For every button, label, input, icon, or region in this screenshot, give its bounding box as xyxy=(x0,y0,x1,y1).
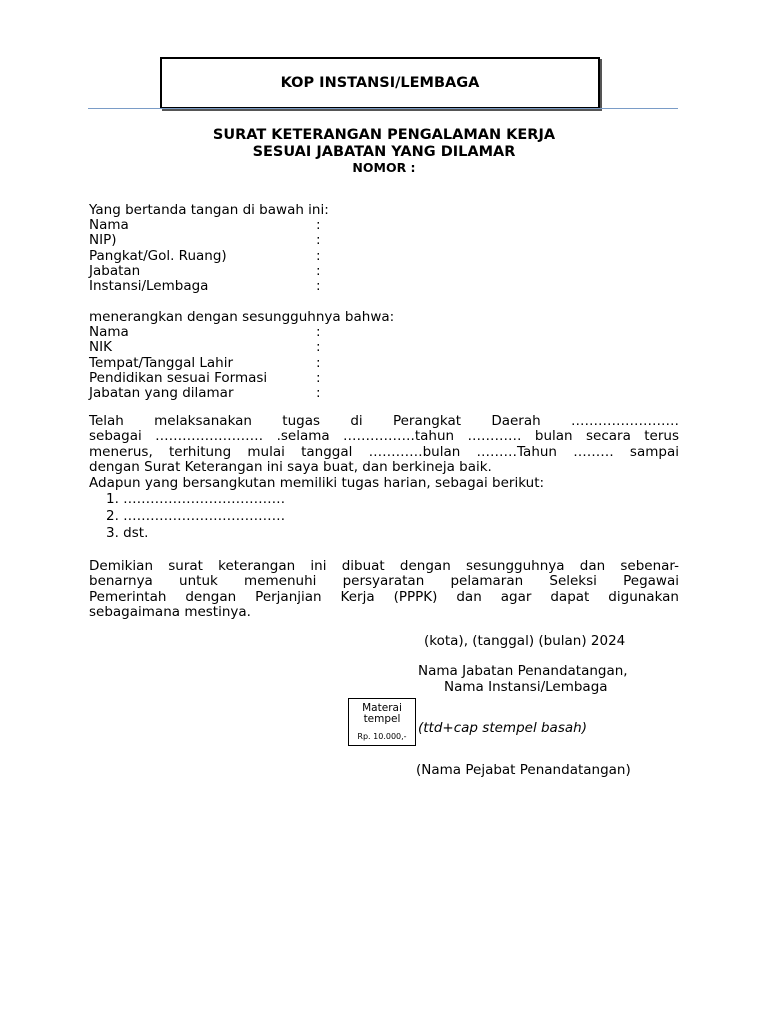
signer-field-row xyxy=(89,279,329,294)
paragraph-line: dengan Surat Keterangan ini saya buat, dan berkineja baik. xyxy=(89,459,492,476)
paragraph-line: Pemerintah dengan Perjanjian Kerja (PPPK) dan agar dapat digunakan xyxy=(89,588,679,605)
paragraph-line: sebagai …………………… .selama …………….tahun ………… bulan secara terus xyxy=(89,428,679,445)
field-colon: : xyxy=(316,262,321,279)
paragraph-line: Demikian surat keterangan ini dibuat dengan sesungguhnya dan sebenar- xyxy=(89,558,679,574)
paragraph-line: benarnya untuk memenuhi persyaratan pelamaran Seleksi Pegawai xyxy=(89,573,679,590)
field-colon: : xyxy=(316,324,321,341)
signer-agency: Nama Instansi/Lembaga xyxy=(444,679,608,695)
signer-field-row xyxy=(89,249,329,264)
document-number: NOMOR : xyxy=(352,160,416,175)
field-label: NIP) xyxy=(89,232,117,249)
document-title-line1: SURAT KETERANGAN PENGALAMAN KERJA xyxy=(212,127,556,143)
field-colon: : xyxy=(316,277,321,294)
letterhead-divider xyxy=(88,108,678,109)
closing-paragraph xyxy=(89,559,679,621)
letterhead-box xyxy=(160,57,600,109)
field-label: Instansi/Lembaga xyxy=(89,277,209,294)
duty-paragraph xyxy=(89,414,679,491)
paragraph-line: menerus, terhitung mulai tanggal …………bulan ………Tahun ……… sampai xyxy=(89,443,679,460)
letterhead-text: KOP INSTANSI/LEMBAGA xyxy=(280,75,480,91)
tasks-intro: Adapun yang bersangkutan memiliki tugas harian, sebagai berikut: xyxy=(89,474,545,491)
subject-intro: menerangkan dengan sesungguhnya bahwa: xyxy=(89,309,395,325)
subject-field-row xyxy=(89,356,394,371)
task-list xyxy=(106,491,285,542)
subject-field-row xyxy=(89,371,394,386)
stamp-note: (ttd+cap stempel basah) xyxy=(418,720,587,736)
place-date: (kota), (tanggal) (bulan) 2024 xyxy=(424,633,626,649)
subject-field-row xyxy=(89,325,394,340)
stamp-label: Materai xyxy=(362,702,402,714)
field-colon: : xyxy=(316,384,321,401)
signer-intro: Yang bertanda tangan di bawah ini: xyxy=(89,202,329,218)
list-item: 1. ……………………………… xyxy=(106,491,286,507)
official-name: (Nama Pejabat Penandatangan) xyxy=(416,762,631,778)
field-label: Tempat/Tanggal Lahir xyxy=(89,354,234,371)
stamp-amount: Rp. 10.000,- xyxy=(357,732,407,741)
list-item: 2. ……………………………… xyxy=(106,508,286,524)
subject-field-row xyxy=(89,340,394,355)
field-label: NIK xyxy=(89,339,112,356)
revenue-stamp-box xyxy=(348,698,416,746)
subject-field-row xyxy=(89,386,394,401)
paragraph-line: Telah melaksanakan tugas di Perangkat Daerah …………………… xyxy=(89,413,679,429)
field-colon: : xyxy=(316,369,321,386)
signer-field-row xyxy=(89,218,329,233)
signer-field-row xyxy=(89,264,329,279)
subject-section xyxy=(89,310,394,401)
field-label: Pendidikan sesuai Formasi xyxy=(89,369,268,386)
field-colon: : xyxy=(316,247,321,264)
field-colon: : xyxy=(316,339,321,356)
signer-position: Nama Jabatan Penandatangan, xyxy=(418,663,628,679)
signer-section xyxy=(89,203,329,294)
field-label: Jabatan xyxy=(89,262,141,279)
stamp-label: tempel xyxy=(363,713,401,725)
field-colon: : xyxy=(316,217,321,234)
signer-field-row xyxy=(89,233,329,248)
field-colon: : xyxy=(316,354,321,371)
paragraph-line: sebagaimana mestinya. xyxy=(89,604,251,621)
field-label: Nama xyxy=(89,324,129,341)
field-label: Nama xyxy=(89,217,129,234)
list-item: 3. dst. xyxy=(106,525,149,541)
field-colon: : xyxy=(316,232,321,249)
field-label: Jabatan yang dilamar xyxy=(89,384,234,401)
document-title-line2: SESUAI JABATAN YANG DILAMAR xyxy=(252,144,516,160)
field-label: Pangkat/Gol. Ruang) xyxy=(89,247,227,264)
